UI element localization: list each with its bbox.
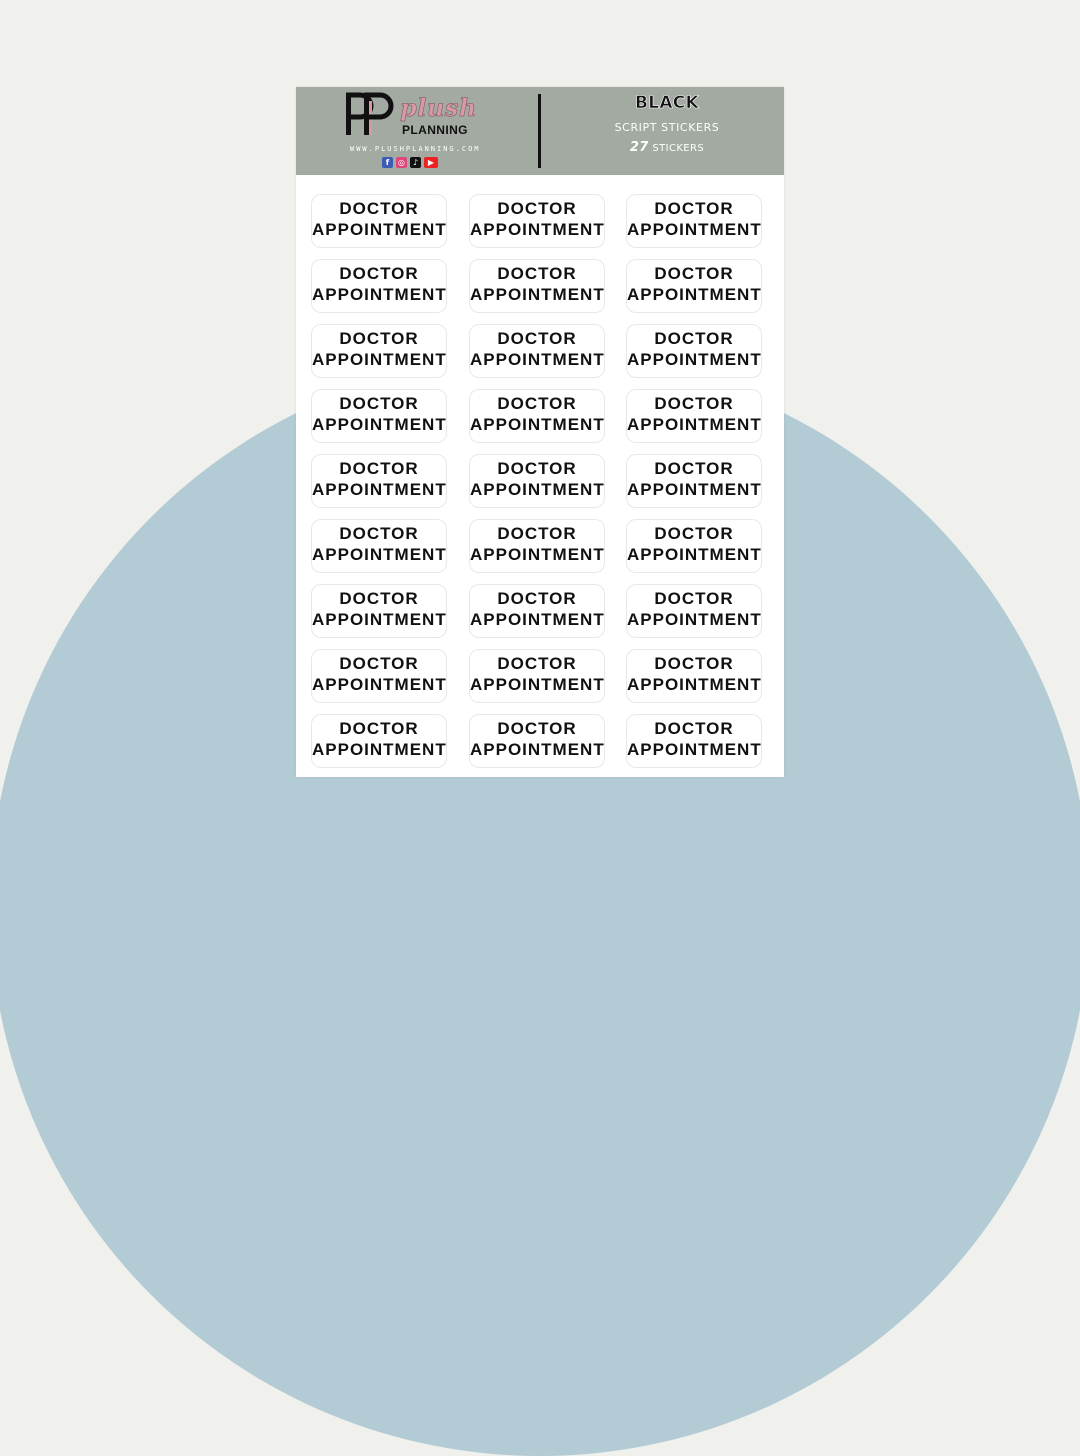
sticker xyxy=(470,325,604,377)
sheet-header xyxy=(296,87,784,175)
sticker xyxy=(627,520,761,572)
sticker xyxy=(312,390,446,442)
sticker-line-1: DOCTOR xyxy=(497,524,577,543)
sticker-line-1: DOCTOR xyxy=(497,654,577,673)
pp-logo-mark xyxy=(342,91,402,139)
sticker-line-2: APPOINTMENT xyxy=(627,610,762,629)
sticker-line-1: DOCTOR xyxy=(339,654,419,673)
sticker-sheet xyxy=(296,87,784,777)
sticker-line-1: DOCTOR xyxy=(654,524,734,543)
sticker xyxy=(627,650,761,702)
sticker-line-2: APPOINTMENT xyxy=(312,220,447,239)
sticker-line-1: DOCTOR xyxy=(654,264,734,283)
sticker-line-2: APPOINTMENT xyxy=(627,545,762,564)
sticker xyxy=(470,260,604,312)
sticker-line-1: DOCTOR xyxy=(497,719,577,738)
sticker xyxy=(312,585,446,637)
sticker-line-2: APPOINTMENT xyxy=(312,350,447,369)
sticker-line-1: DOCTOR xyxy=(654,329,734,348)
sticker xyxy=(312,325,446,377)
sticker-line-2: APPOINTMENT xyxy=(470,350,605,369)
sticker-line-2: APPOINTMENT xyxy=(470,220,605,239)
sticker-line-1: DOCTOR xyxy=(654,654,734,673)
sticker-line-1: DOCTOR xyxy=(497,329,577,348)
sticker xyxy=(627,390,761,442)
sticker-line-1: DOCTOR xyxy=(497,264,577,283)
sticker-line-2: APPOINTMENT xyxy=(627,220,762,239)
sticker-line-1: DOCTOR xyxy=(339,459,419,478)
sticker xyxy=(470,195,604,247)
product-count-number: 27 xyxy=(629,140,649,155)
sticker-line-1: DOCTOR xyxy=(339,329,419,348)
sticker xyxy=(627,585,761,637)
sticker-line-2: APPOINTMENT xyxy=(312,610,447,629)
product-kind: SCRIPT STICKERS xyxy=(614,121,720,134)
sticker xyxy=(312,715,446,767)
sticker-line-2: APPOINTMENT xyxy=(470,740,605,759)
youtube-icon: ▶ xyxy=(424,157,438,168)
sticker-line-1: DOCTOR xyxy=(497,394,577,413)
sticker-line-2: APPOINTMENT xyxy=(627,285,762,304)
sticker xyxy=(312,520,446,572)
sticker-line-1: DOCTOR xyxy=(339,589,419,608)
sticker xyxy=(627,195,761,247)
sticker xyxy=(627,325,761,377)
sticker-line-2: APPOINTMENT xyxy=(470,675,605,694)
sticker-line-1: DOCTOR xyxy=(339,719,419,738)
brand-name-plush: plush xyxy=(400,93,477,122)
sticker xyxy=(312,195,446,247)
sticker xyxy=(470,455,604,507)
sticker xyxy=(470,650,604,702)
sticker-line-2: APPOINTMENT xyxy=(312,545,447,564)
sticker-line-2: APPOINTMENT xyxy=(312,740,447,759)
sticker-line-2: APPOINTMENT xyxy=(470,480,605,499)
sticker-line-2: APPOINTMENT xyxy=(627,480,762,499)
sticker-line-2: APPOINTMENT xyxy=(312,285,447,304)
sticker-line-2: APPOINTMENT xyxy=(627,350,762,369)
sticker xyxy=(312,455,446,507)
brand-name-planning: PLANNING xyxy=(402,123,468,137)
sticker xyxy=(470,520,604,572)
sticker-line-2: APPOINTMENT xyxy=(470,415,605,434)
sticker-line-2: APPOINTMENT xyxy=(312,675,447,694)
product-count-label: STICKERS xyxy=(652,143,705,154)
sticker xyxy=(312,650,446,702)
sticker-line-1: DOCTOR xyxy=(654,719,734,738)
sticker-line-1: DOCTOR xyxy=(654,589,734,608)
header-divider xyxy=(538,94,541,168)
sticker-line-2: APPOINTMENT xyxy=(627,740,762,759)
sticker xyxy=(470,585,604,637)
product-count xyxy=(558,140,776,155)
tiktok-icon: ♪ xyxy=(410,157,421,168)
sticker xyxy=(312,260,446,312)
sticker-line-2: APPOINTMENT xyxy=(470,285,605,304)
sticker-line-1: DOCTOR xyxy=(654,459,734,478)
sticker-line-1: DOCTOR xyxy=(497,459,577,478)
facebook-icon: f xyxy=(382,157,393,168)
sticker-line-2: APPOINTMENT xyxy=(470,610,605,629)
sticker-line-2: APPOINTMENT xyxy=(312,480,447,499)
sticker-line-2: APPOINTMENT xyxy=(627,675,762,694)
sticker-line-1: DOCTOR xyxy=(339,524,419,543)
sticker xyxy=(470,390,604,442)
product-color: BLACK xyxy=(634,93,700,113)
product-info xyxy=(558,93,776,155)
sticker xyxy=(470,715,604,767)
sticker-line-2: APPOINTMENT xyxy=(312,415,447,434)
sticker-line-1: DOCTOR xyxy=(497,589,577,608)
sticker-line-1: DOCTOR xyxy=(654,394,734,413)
brand-logo xyxy=(342,91,492,171)
sticker xyxy=(627,260,761,312)
sticker xyxy=(627,715,761,767)
social-icons xyxy=(382,157,438,168)
sticker-line-1: DOCTOR xyxy=(339,264,419,283)
sticker-line-2: APPOINTMENT xyxy=(470,545,605,564)
sticker-line-1: DOCTOR xyxy=(339,199,419,218)
brand-website: WWW.PLUSHPLANNING.COM xyxy=(350,145,481,153)
instagram-icon: ◎ xyxy=(396,157,407,168)
sticker-line-1: DOCTOR xyxy=(339,394,419,413)
sticker-line-2: APPOINTMENT xyxy=(627,415,762,434)
sticker xyxy=(627,455,761,507)
sticker-line-1: DOCTOR xyxy=(497,199,577,218)
sticker-line-1: DOCTOR xyxy=(654,199,734,218)
